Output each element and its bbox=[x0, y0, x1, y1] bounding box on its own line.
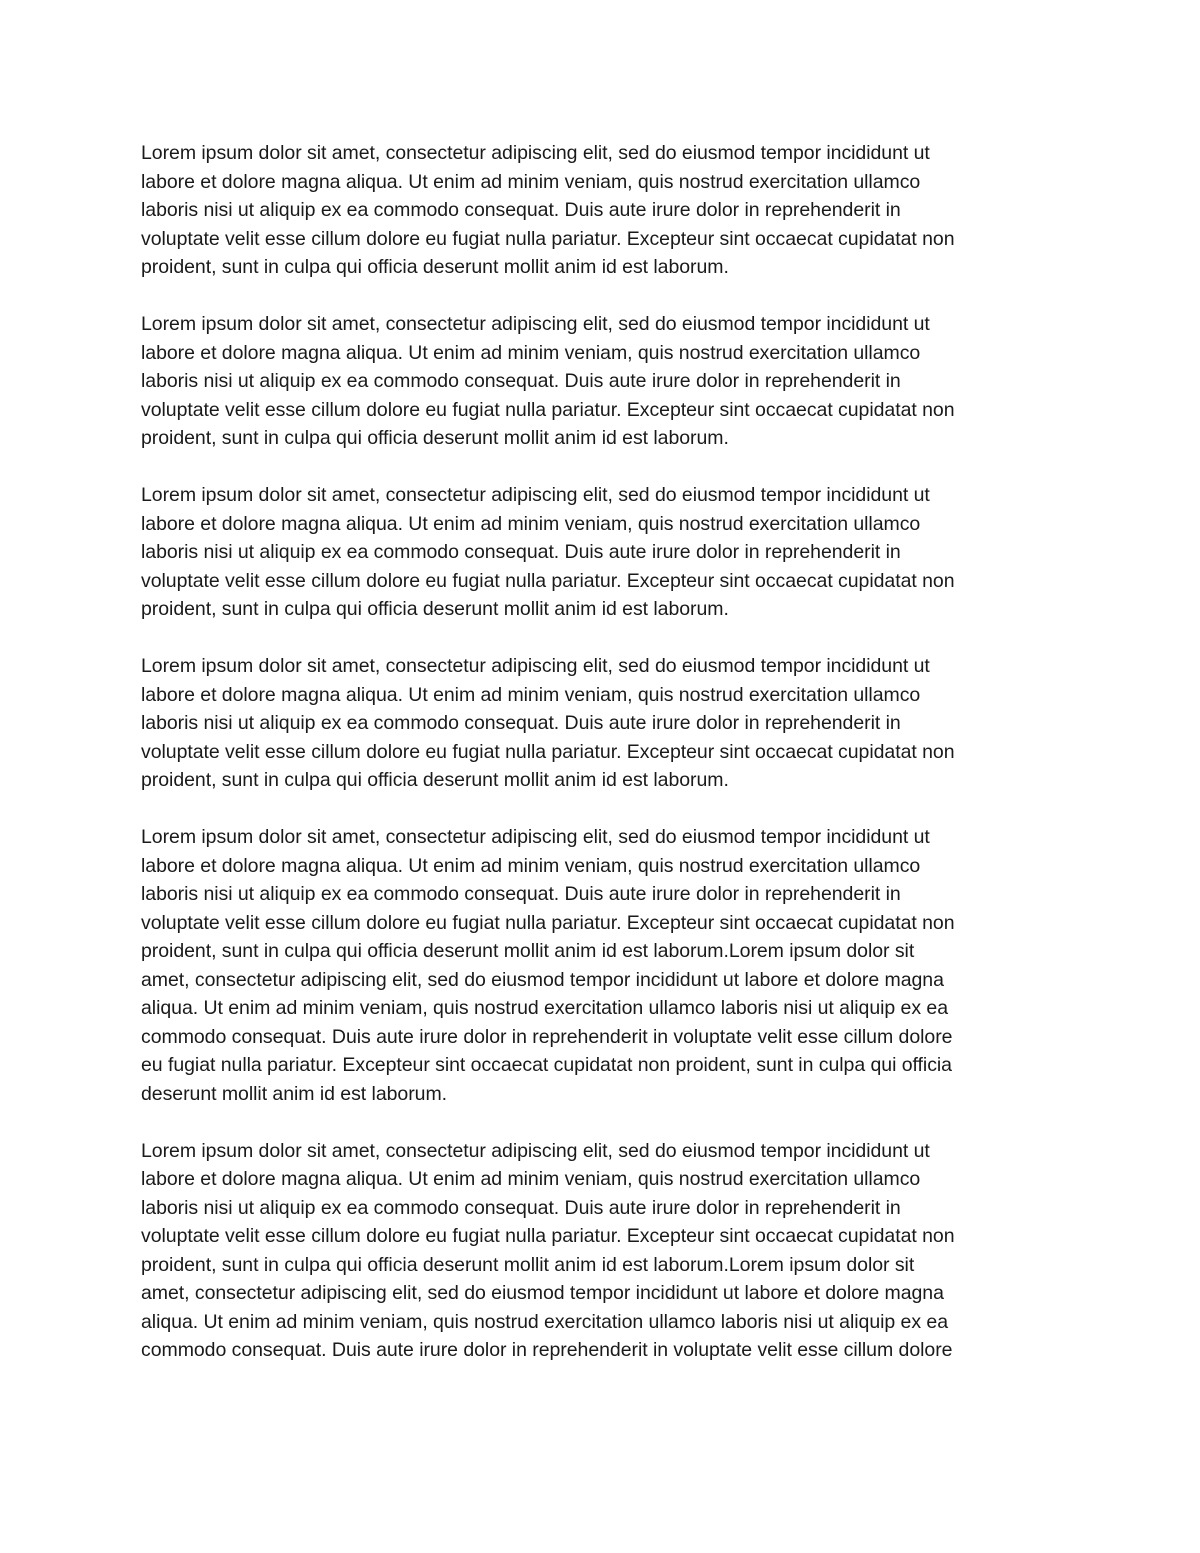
paragraph: Lorem ipsum dolor sit amet, consectetur adipiscing elit, sed do eiusmod tempor incididunt ut labore et dolore magna aliqua. Ut enim ad minim veniam, quis nostrud exercitation ullamco laboris nisi ut aliquip ex ea commodo consequat. Duis aute irure dolor in reprehenderit in voluptate velit esse cillum dolore eu fugiat nulla pariatur. Excepteur sint occaecat cupidatat non proident, sunt in culpa qui officia deserunt mollit anim id est laborum. bbox=[141, 484, 955, 620]
paragraph: Lorem ipsum dolor sit amet, consectetur adipiscing elit, sed do eiusmod tempor incididunt ut labore et dolore magna aliqua. Ut enim ad minim veniam, quis nostrud exercitation ullamco laboris nisi ut aliquip ex ea commodo consequat. Duis aute irure dolor in reprehenderit in voluptate velit esse cillum dolore eu fugiat nulla pariatur. Excepteur sint occaecat cupidatat non proident, sunt in culpa qui officia deserunt mollit anim id est laborum. bbox=[141, 142, 955, 278]
paragraph: Lorem ipsum dolor sit amet, consectetur adipiscing elit, sed do eiusmod tempor incididunt ut labore et dolore magna aliqua. Ut enim ad minim veniam, quis nostrud exercitation ullamco laboris nisi ut aliquip ex ea commodo consequat. Duis aute irure dolor in reprehenderit in voluptate velit esse cillum dolore eu fugiat nulla pariatur. Excepteur sint occaecat cupidatat non proident, sunt in culpa qui officia deserunt mollit anim id est laborum.Lorem ipsum dolor sit amet, consectetur adipiscing elit, sed do eiusmod tempor incididunt ut labore et dolore magna aliqua. Ut enim ad minim veniam, quis nostrud exercitation ullamco laboris nisi ut aliquip ex ea commodo consequat. Duis aute irure dolor in reprehenderit in voluptate velit esse cillum dolore bbox=[141, 1139, 955, 1361]
paragraph: Lorem ipsum dolor sit amet, consectetur adipiscing elit, sed do eiusmod tempor incididunt ut labore et dolore magna aliqua. Ut enim ad minim veniam, quis nostrud exercitation ullamco laboris nisi ut aliquip ex ea commodo consequat. Duis aute irure dolor in reprehenderit in voluptate velit esse cillum dolore eu fugiat nulla pariatur. Excepteur sint occaecat cupidatat non proident, sunt in culpa qui officia deserunt mollit anim id est laborum. bbox=[141, 655, 955, 791]
paragraph: Lorem ipsum dolor sit amet, consectetur adipiscing elit, sed do eiusmod tempor incididunt ut labore et dolore magna aliqua. Ut enim ad minim veniam, quis nostrud exercitation ullamco laboris nisi ut aliquip ex ea commodo consequat. Duis aute irure dolor in reprehenderit in voluptate velit esse cillum dolore eu fugiat nulla pariatur. Excepteur sint occaecat cupidatat non proident, sunt in culpa qui officia deserunt mollit anim id est laborum.Lorem ipsum dolor sit amet, consectetur adipiscing elit, sed do eiusmod tempor incididunt ut labore et dolore magna aliqua. Ut enim ad minim veniam, quis nostrud exercitation ullamco laboris nisi ut aliquip ex ea commodo consequat. Duis aute irure dolor in reprehenderit in voluptate velit esse cillum dolore eu fugiat nulla pariatur. Excepteur sint occaecat cupidatat non proident, sunt in culpa qui officia deserunt mollit anim id est laborum. bbox=[141, 826, 955, 1105]
paragraph: Lorem ipsum dolor sit amet, consectetur adipiscing elit, sed do eiusmod tempor incididunt ut labore et dolore magna aliqua. Ut enim ad minim veniam, quis nostrud exercitation ullamco laboris nisi ut aliquip ex ea commodo consequat. Duis aute irure dolor in reprehenderit in voluptate velit esse cillum dolore eu fugiat nulla pariatur. Excepteur sint occaecat cupidatat non proident, sunt in culpa qui officia deserunt mollit anim id est laborum. bbox=[141, 313, 955, 449]
document-body bbox=[141, 139, 1053, 1393]
